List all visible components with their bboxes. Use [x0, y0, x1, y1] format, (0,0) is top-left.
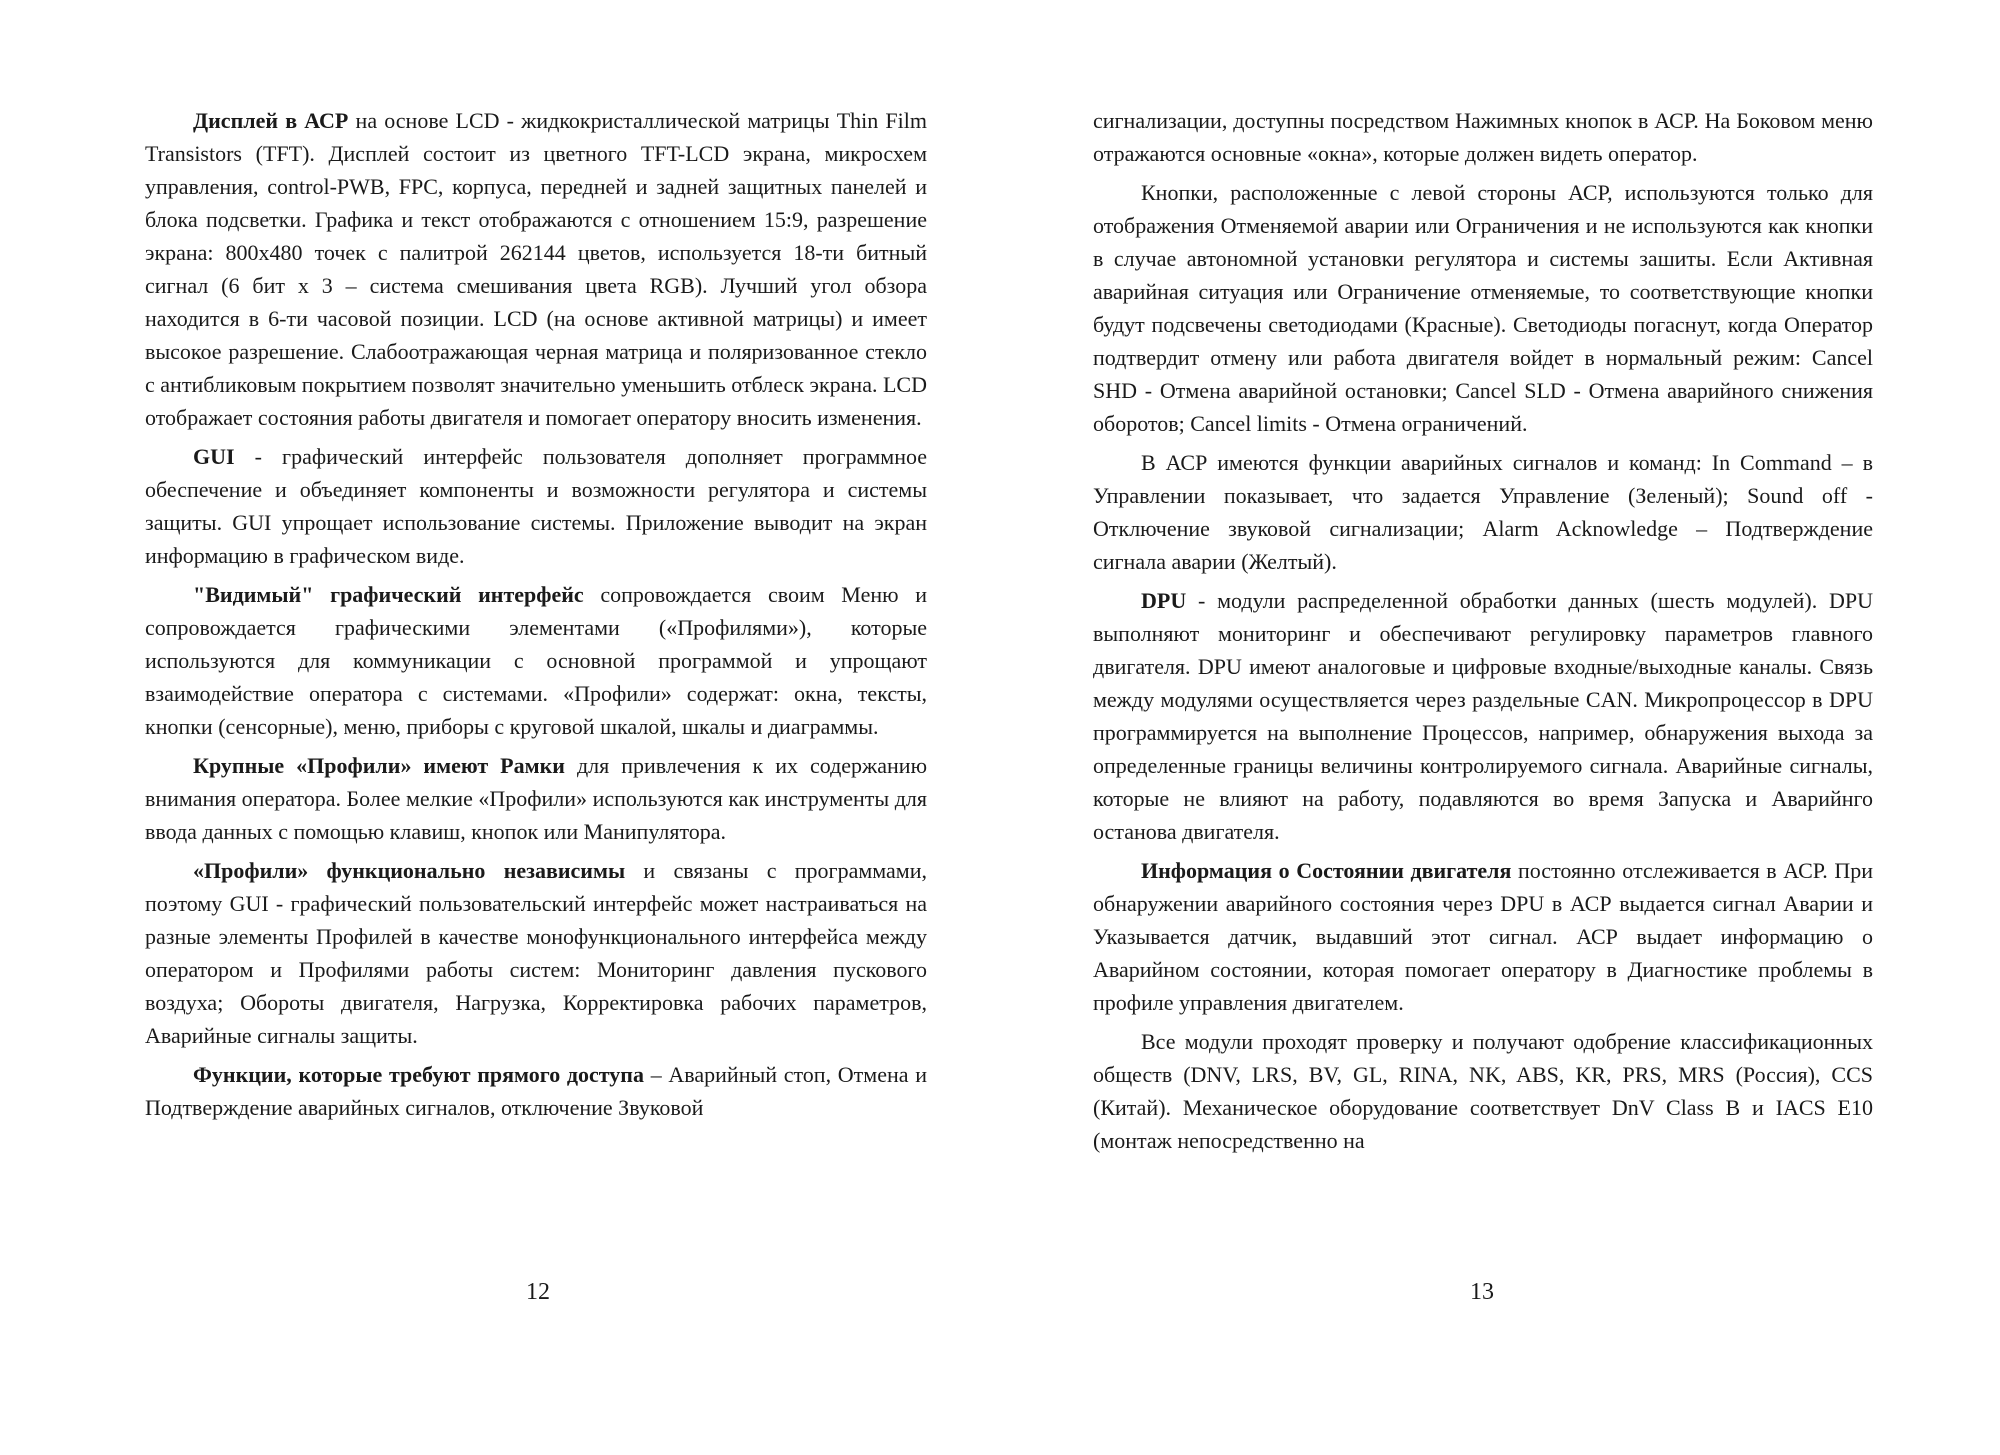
paragraph-text: Все модули проходят проверку и получают одобрение классификационных обществ (DNV, LRS, BV, GL, RINA, NK, ABS, KR, PRS, MRS (Россия), CCS (Китай). Механическое оборудование соответствует DnV Class B и IACS E10 (монтаж непосредственно на	[1093, 1029, 1873, 1153]
paragraph-heading: Информация о Состоянии двигателя	[1141, 858, 1512, 883]
paragraph-dpu	[1093, 584, 1873, 848]
paragraph-heading: "Видимый" графический интерфейс	[193, 582, 584, 607]
paragraph-text: Кнопки, расположенные с левой стороны АСР, используются только для отображения Отменяемой аварии или Ограничения и не используются как кнопки в случае автономной установки регулятора и системы зашиты. Если Активная аварийная ситуация или Ограничение отменяемые, то соответствующие кнопки будут подсвечены светодиодами (Красные). Светодиоды погаснут, когда Оператор подтвердит отмену или работа двигателя войдет в нормальный режим: Cancel SHD - Отмена аварийной остановки; Cancel SLD - Отмена аварийного снижения оборотов; Cancel limits - Отмена ограничений.	[1093, 180, 1873, 436]
paragraph-certification	[1093, 1025, 1873, 1157]
left-page	[145, 104, 927, 1130]
paragraph-text: для привлечения к их содержанию внимания оператора. Более мелкие «Профили» используются как инструменты для ввода данных с помощью клавиш, кнопок или Манипулятора.	[145, 753, 928, 844]
right-page	[1093, 104, 1873, 1163]
paragraph-display	[145, 104, 927, 434]
paragraph-heading: GUI	[193, 444, 235, 469]
paragraph-text: сопровождается своим Меню и сопровождается графическими элементами («Профилями»), которые используются для коммуникации с основной программой и упрощают взаимодействие оператора с системами. «Профили» содержат: окна, тексты, кнопки (сенсорные), меню, приборы с круговой шкалой, шкалы и диаграммы.	[145, 582, 927, 739]
paragraph-heading: DPU	[1141, 588, 1187, 613]
paragraph-heading: Функции, которые требуют прямого доступа	[193, 1062, 644, 1087]
paragraph-direct-access	[145, 1058, 927, 1124]
paragraph-text: постоянно отслеживается в АСР. При обнаружении аварийного состояния через DPU в АСР выдается сигнал Аварии и Указывается датчик, выдавший этот сигнал. АСР выдает информацию о Аварийном состоянии, которая помогает оператору в Диагностике проблемы в профиле управления двигателем.	[1093, 858, 1873, 1015]
page-number-left: 12	[526, 1279, 550, 1305]
paragraph-gui	[145, 440, 927, 572]
paragraph-heading: Дисплей в АСР	[193, 108, 349, 133]
paragraph-continuation: сигнализации, доступны посредством Нажимных кнопок в АСР. На Боковом меню отражаются основные «окна», которые должен видеть оператор.	[1093, 108, 1873, 166]
paragraph-independent-profiles	[145, 854, 927, 1052]
paragraph-text: на основе LCD - жидкокристаллической матрицы Thin Film Transistors (TFT). Дисплей состоит из цветного TFT-LCD экрана, микросхем управления, control-PWB, FPC, корпуса, передней и задней защитных панелей и блока подсветки. Графика и текст отображаются с отношением 15:9, разрешение экрана: 800х480 точек с палитрой 262144 цветов, используется 18-ти битный сигнал (6 бит х 3 – система смешивания цвета RGB). Лучший угол обзора находится в 6-ти часовой позиции. LCD (на основе активной матрицы) и имеет высокое разрешение. Слабоотражающая черная матрица и поляризованное стекло с антибликовым покрытием позволят значительно уменьшить отблеск экрана. LCD отображает состояния работы двигателя и помогает оператору вносить изменения.	[145, 108, 927, 430]
paragraph-text: – Аварийный стоп, Отмена и Подтверждение аварийных сигналов, отключение Звуковой	[145, 1062, 927, 1120]
paragraph-heading: «Профили» функционально независимы	[193, 858, 626, 883]
paragraph-buttons	[1093, 176, 1873, 440]
paragraph-alarm-functions	[1093, 446, 1873, 578]
paragraph-visible-interface	[145, 578, 927, 743]
paragraph-text: В АСР имеются функции аварийных сигналов и команд: In Command – в Управлении показывает, что задается Управление (Зеленый); Sound off - Отключение звуковой сигнализации; Alarm Acknowledge – Подтверждение сигнала аварии (Желтый).	[1093, 450, 1873, 574]
paragraph-large-profiles	[145, 749, 927, 848]
paragraph-engine-state	[1093, 854, 1873, 1019]
paragraph-text: - модули распределенной обработки данных (шесть модулей). DPU выполняют мониторинг и обеспечивают регулировку параметров главного двигателя. DPU имеют аналоговые и цифровые входные/выходные каналы. Связь между модулями осуществляется через раздельные CAN. Микропроцессор в DPU программируется на выполнение Процессов, например, обнаружения выхода за определенные границы величины контролируемого сигнала. Аварийные сигналы, которые не влияют на работу, подавляются во время Запуска и Аварийнго останова двигателя.	[1093, 588, 1873, 844]
paragraph-heading: Крупные «Профили» имеют Рамки	[193, 753, 565, 778]
page-number-right: 13	[1470, 1279, 1494, 1305]
paragraph-text: - графический интерфейс пользователя дополняет программное обеспечение и объединяет компоненты и возможности регулятора и системы защиты. GUI упрощает использование системы. Приложение выводит на экран информацию в графическом виде.	[145, 444, 927, 568]
paragraph-text: и связаны с программами, поэтому GUI - графический пользовательский интерфейс может настраиваться на разные элементы Профилей в качестве монофункционального интерфейса между оператором и Профилями работы систем: Мониторинг давления пускового воздуха; Обороты двигателя, Нагрузка, Корректировка рабочих параметров, Аварийные сигналы защиты.	[145, 858, 927, 1048]
